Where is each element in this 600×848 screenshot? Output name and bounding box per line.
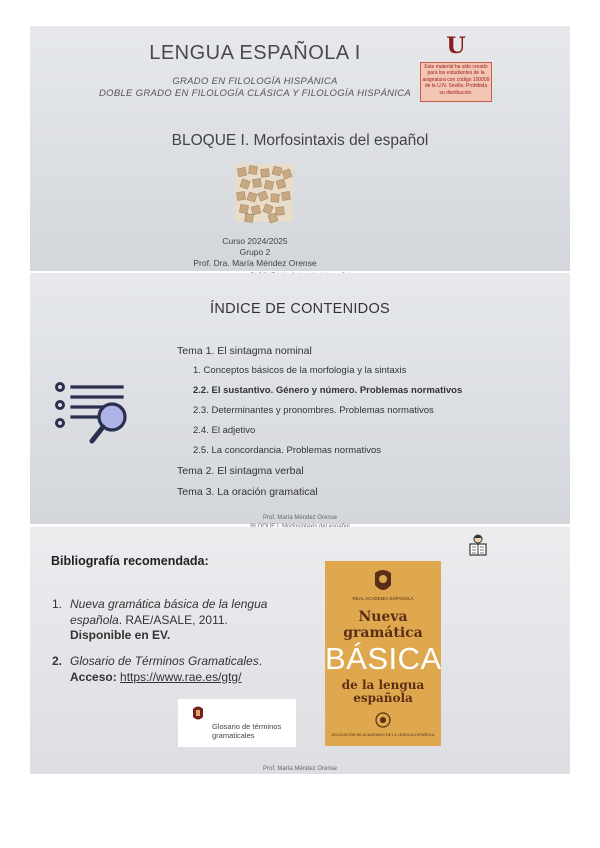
toc-tema-1: Tema 1. El sintagma nominal <box>177 345 312 357</box>
course-title: LENGUA ESPAÑOLA I <box>149 42 361 64</box>
slide-index <box>30 273 570 524</box>
glossary-thumbnail-label <box>212 723 281 740</box>
toc-item-3: 2.3. Determinantes y pronombres. Problemas normativos <box>193 405 434 416</box>
glossary-thumbnail <box>178 699 296 747</box>
glossary-label-line-1: Glosario de términos <box>212 722 282 731</box>
glossary-link[interactable]: https://www.rae.es/gtg/ <box>120 669 242 684</box>
glossary-label-line-2: gramaticales <box>212 730 255 740</box>
bib-publisher: . RAE/ASALE, 2011. <box>118 612 228 627</box>
book-crest-icon <box>371 569 395 595</box>
toc-item-2: 2.2. El sustantivo. Género y número. Problemas normativos <box>193 385 463 396</box>
degree-line-2: DOBLE GRADO EN FILOLOGÍA CLÁSICA Y FILOLOGÍA HISPÁNICA <box>98 88 412 99</box>
bib-availability: Disponible en EV. <box>70 628 171 642</box>
book-publisher: REAL ACADEMIA ESPAÑOLA <box>352 596 414 601</box>
book-title-line-4: española <box>353 691 413 705</box>
group-label: Grupo 2 <box>239 247 271 257</box>
bibliography-heading: Bibliografía recomendada: <box>51 554 209 568</box>
slide-footer: Prof. María Méndez Orense <box>262 766 338 772</box>
toc-tema-3: Tema 3. La oración gramatical <box>177 486 318 498</box>
course-year: Curso 2024/2025 <box>222 236 288 246</box>
bib-number: 2. <box>52 654 63 668</box>
toc-item-5: 2.5. La concordancia. Problemas normativos <box>193 445 381 456</box>
book-title-line-3: de la lengua <box>341 678 425 692</box>
book-title-top <box>325 609 441 641</box>
bib-access-label: Acceso: <box>70 669 121 684</box>
list-search-icon <box>54 381 132 449</box>
bibliography-item-1 <box>52 597 282 647</box>
book-title-big: BÁSICA <box>325 641 442 676</box>
bibliography-item-2 <box>52 654 282 704</box>
block-title: BLOQUE I. Morfosintaxis del español <box>171 132 429 149</box>
bib-number: 1. <box>52 597 63 611</box>
toc-item-1: 1. Conceptos básicos de la morfología y la sintaxis <box>193 365 407 376</box>
bib-entry-text <box>70 654 282 685</box>
rae-crest-icon <box>190 705 206 723</box>
bib-separator: . <box>258 654 263 668</box>
slide-footer-professor: Prof. María Méndez Orense <box>262 515 338 521</box>
professor-name: Prof. Dra. María Méndez Orense <box>193 258 317 268</box>
slide-bibliography <box>30 527 570 774</box>
university-logo <box>420 30 492 102</box>
reader-icon <box>466 533 490 557</box>
copyright-notice: Este material ha sido creado para los estudiantes de la asignatura con código 100009 de la U.N. Sevilla. Prohibida su distribución. <box>420 62 492 102</box>
letter-tiles-image <box>235 164 293 222</box>
index-title: ÍNDICE DE CONTENIDOS <box>209 301 390 317</box>
bib-book-title: Nueva gramática básica de la lengua española <box>70 597 268 627</box>
book-emblem-icon <box>373 711 393 729</box>
bib-glossary-title: Glosario de Términos Gramaticales <box>70 654 259 668</box>
bib-entry-text <box>70 597 282 644</box>
toc-tema-2: Tema 2. El sintagma verbal <box>177 465 304 477</box>
toc-item-4: 2.4. El adjetivo <box>193 425 256 436</box>
university-crest-icon: U <box>446 33 466 59</box>
book-title-bottom <box>325 679 441 705</box>
book-footer: ASOCIACIÓN DE ACADEMIAS DE LA LENGUA ESPAÑOLA <box>331 733 435 737</box>
book-title-line-1: Nueva <box>358 609 408 625</box>
degree-line-1: GRADO EN FILOLOGÍA HISPÁNICA <box>172 76 338 87</box>
book-cover <box>325 561 441 746</box>
slide-title <box>30 26 570 271</box>
book-title-line-2: gramática <box>343 625 423 641</box>
